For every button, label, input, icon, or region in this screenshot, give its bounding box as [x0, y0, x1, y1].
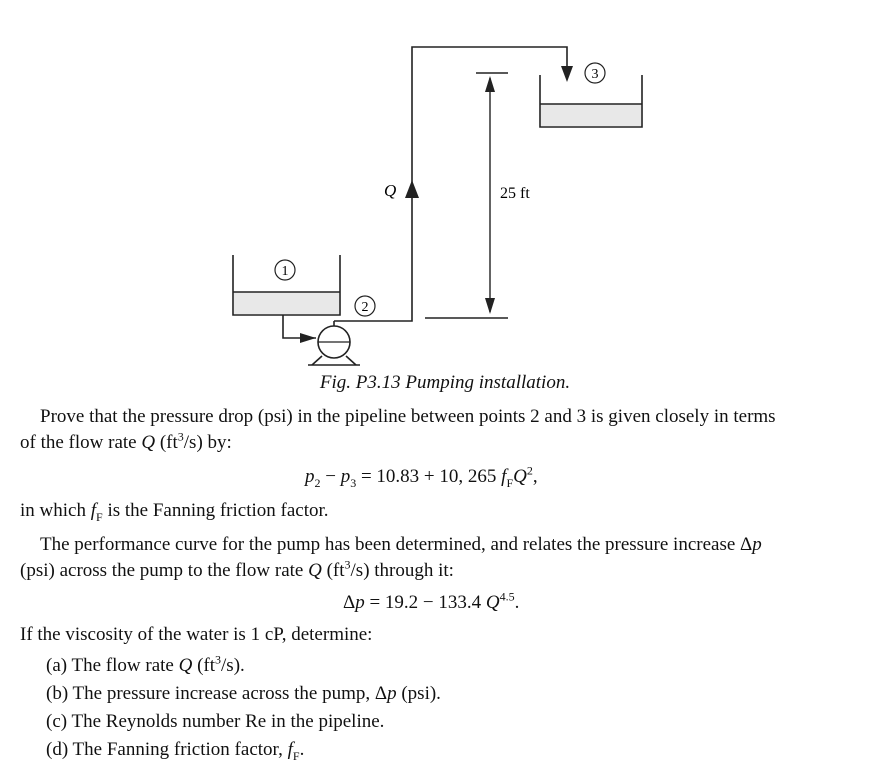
pump — [308, 321, 360, 365]
flow-rate-label: Q — [384, 181, 397, 200]
height-dimension — [425, 73, 508, 318]
item-c: (c) The Reynolds number Re in the pipeline. — [46, 711, 385, 732]
point-1-marker — [275, 260, 295, 280]
item-a: (a) The flow rate Q $(ft^3/s)$. — [46, 652, 245, 676]
svg-text:3: 3 — [591, 67, 599, 82]
paragraph-1-line-1: Prove that the pressure drop (psi) in the pipeline between points 2 and 3 is given closely in terms — [40, 406, 776, 427]
suction-pipe — [283, 315, 316, 343]
svg-text:2: 2 — [361, 300, 369, 315]
equation-pressure-drop: $p_2 - p_3 = 10.83 + 10$, 265 $f_FQ^2$, — [305, 463, 538, 490]
paragraph-2: in which $f_F$ is the Fanning friction factor. — [20, 500, 329, 524]
item-d: (d) The Fanning friction factor, $f_F$. — [46, 739, 305, 763]
discharge-pipe — [334, 47, 573, 321]
point-2-marker — [355, 296, 375, 316]
svg-text:1: 1 — [281, 264, 289, 279]
height-label: 25 ft — [500, 185, 530, 202]
paragraph-1-line-2: of the flow rate Q $(ft^3/s)$ by: — [20, 429, 232, 453]
paragraph-4: If the viscosity of the water is 1 cP, determine: — [20, 624, 373, 645]
paragraph-3-line-1: The performance curve for the pump has been determined, and relates the pressure increase Δp — [40, 534, 762, 555]
figure-caption: Fig. P3.13 Pumping installation. — [319, 372, 571, 393]
equation-pump-curve: Δp = 19.2 − 133.4 $Q^{4.5}$. — [343, 589, 520, 613]
item-b: (b) The pressure increase across the pump, Δp (psi). — [46, 683, 441, 704]
point-3-marker — [585, 63, 605, 83]
paragraph-3-line-2: (psi) across the pump to the flow rate Q $(ft^3/s)$ through it: — [20, 557, 454, 581]
